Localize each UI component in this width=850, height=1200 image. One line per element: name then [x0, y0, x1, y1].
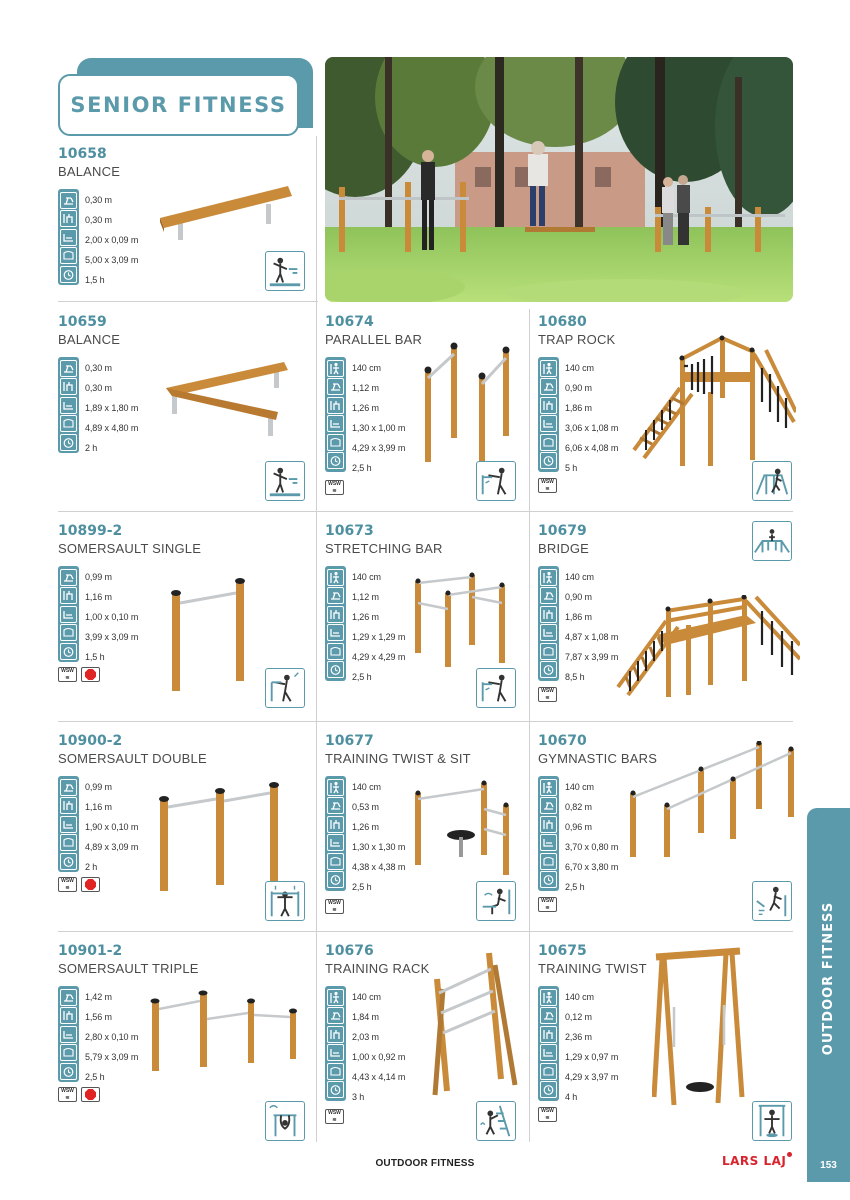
- row-divider: [58, 721, 793, 722]
- installation-time-icon: [60, 643, 77, 660]
- safety-area-icon: [327, 1063, 344, 1080]
- free-height-value: 0,30 m: [85, 215, 112, 225]
- user-height-icon: [540, 360, 557, 377]
- installation-time-value: 2 h: [85, 443, 98, 453]
- certification-badges: [325, 480, 344, 495]
- free-height-icon: [60, 378, 77, 395]
- somersault-triple-image: [148, 987, 304, 1073]
- bridge-pictogram: [752, 521, 792, 561]
- spec-values: [352, 567, 405, 687]
- fall-height-icon: [60, 779, 77, 796]
- dimensions-value: 2,00 x 0,09 m: [85, 235, 139, 245]
- footer-section-title: OUTDOOR FITNESS: [375, 1158, 475, 1169]
- installation-time-value: 1,5 h: [85, 652, 105, 662]
- free-height-value: 1,26 m: [352, 403, 379, 413]
- certification-badges: [538, 687, 557, 702]
- balance-pictogram: [265, 251, 305, 291]
- product-name: PARALLEL BAR: [325, 332, 423, 347]
- dimensions-icon: [327, 415, 344, 432]
- installation-time-icon: [327, 661, 344, 678]
- safety-area-value: 4,29 x 4,29 m: [352, 652, 406, 662]
- product-name: SOMERSAULT TRIPLE: [58, 961, 199, 976]
- user-height-icon: [327, 779, 344, 796]
- safety-area-icon: [60, 1044, 77, 1061]
- installation-time-value: 8,5 h: [565, 672, 585, 682]
- fall-height-value: 0,90 m: [565, 383, 592, 393]
- balance-beam-image: [158, 182, 298, 246]
- spec-values: [565, 358, 618, 478]
- product-code: 10670: [538, 733, 587, 749]
- safety-area-value: 3,99 x 3,09 m: [85, 632, 139, 642]
- somersault-double-image: [156, 781, 286, 893]
- wsw-badge: WSW ≋: [58, 877, 77, 892]
- safety-area-icon: [540, 434, 557, 451]
- dimensions-icon: [60, 1026, 77, 1043]
- product-card-10679: [538, 523, 796, 713]
- stop-octagon-icon: [81, 877, 100, 892]
- safety-area-value: 4,29 x 3,97 m: [565, 1072, 619, 1082]
- installation-time-icon: [540, 871, 557, 888]
- dimensions-icon: [540, 834, 557, 851]
- installation-time-value: 2,5 h: [352, 882, 372, 892]
- fall-height-icon: [327, 1007, 344, 1024]
- side-tab-label-wrap: [807, 808, 850, 1148]
- product-name: TRAP ROCK: [538, 332, 616, 347]
- brand-logo-dot: [787, 1152, 792, 1157]
- installation-time-value: 2,5 h: [565, 882, 585, 892]
- spec-icon-column: [538, 776, 559, 891]
- fall-height-value: 1,12 m: [352, 592, 379, 602]
- free-height-icon: [540, 816, 557, 833]
- stretching-bar-image: [411, 569, 515, 673]
- fall-height-value: 0,12 m: [565, 1012, 592, 1022]
- product-name: BALANCE: [58, 332, 121, 347]
- user-height-value: 140 cm: [565, 782, 594, 792]
- dimensions-value: 4,87 x 1,08 m: [565, 632, 619, 642]
- somersault-single-image: [168, 575, 252, 693]
- product-code: 10674: [325, 314, 374, 330]
- wsw-badge: WSW ≋: [325, 1109, 344, 1124]
- safety-area-value: 4,89 x 4,80 m: [85, 423, 139, 433]
- user-height-value: 140 cm: [352, 363, 381, 373]
- stretch-pictogram: [476, 461, 516, 501]
- spec-icon-column: [325, 357, 346, 472]
- spec-values: [565, 777, 618, 897]
- spec-values: [565, 987, 618, 1107]
- certification-badges: [538, 897, 557, 912]
- hero-photo: [325, 57, 793, 302]
- product-name: SOMERSAULT SINGLE: [58, 541, 202, 556]
- installation-time-value: 1,5 h: [85, 275, 105, 285]
- safety-area-value: 4,38 x 4,38 m: [352, 862, 406, 872]
- product-card-10900-2: [58, 733, 313, 923]
- free-height-value: 2,03 m: [352, 1032, 379, 1042]
- certification-badges: [325, 899, 344, 914]
- training-twist-sit-image: [411, 779, 515, 879]
- brand-logo: LARS LAJ: [722, 1154, 787, 1168]
- fall-height-icon: [540, 1007, 557, 1024]
- product-name: TRAINING TWIST & SIT: [325, 751, 471, 766]
- safety-area-value: 4,29 x 3,99 m: [352, 443, 406, 453]
- wsw-badge: WSW ≋: [538, 897, 557, 912]
- product-code: 10899-2: [58, 523, 123, 539]
- fall-height-icon: [60, 569, 77, 586]
- spec-values: [85, 190, 138, 290]
- product-card-10674: [325, 314, 525, 504]
- wsw-badge: WSW ≋: [325, 480, 344, 495]
- spec-values: [565, 567, 618, 687]
- free-height-icon: [60, 210, 77, 227]
- spec-icon-column: [538, 566, 559, 681]
- free-height-icon: [327, 397, 344, 414]
- dimensions-icon: [540, 624, 557, 641]
- installation-time-value: 2,5 h: [85, 1072, 105, 1082]
- installation-time-icon: [60, 434, 77, 451]
- fall-height-icon: [60, 989, 77, 1006]
- dimensions-icon: [60, 606, 77, 623]
- user-height-icon: [540, 569, 557, 586]
- free-height-value: 2,36 m: [565, 1032, 592, 1042]
- lift-pictogram: [265, 881, 305, 921]
- safety-area-icon: [60, 834, 77, 851]
- fall-height-icon: [540, 378, 557, 395]
- fall-height-value: 0,82 m: [565, 802, 592, 812]
- product-name: SOMERSAULT DOUBLE: [58, 751, 207, 766]
- dimensions-value: 3,70 x 0,80 m: [565, 842, 619, 852]
- dimensions-value: 2,80 x 0,10 m: [85, 1032, 139, 1042]
- training-rack-image: [429, 949, 523, 1097]
- installation-time-value: 4 h: [565, 1092, 578, 1102]
- sit-pictogram: [476, 881, 516, 921]
- ladder-pictogram: [476, 1101, 516, 1141]
- dimensions-icon: [60, 397, 77, 414]
- wsw-badge: WSW ≋: [538, 687, 557, 702]
- spec-values: [85, 987, 138, 1087]
- installation-time-value: 2,5 h: [352, 672, 372, 682]
- safety-area-value: 6,70 x 3,80 m: [565, 862, 619, 872]
- safety-area-value: 6,06 x 4,08 m: [565, 443, 619, 453]
- wsw-badge: WSW ≋: [538, 478, 557, 493]
- safety-area-value: 5,00 x 3,09 m: [85, 255, 139, 265]
- side-tab-label: OUTDOOR FITNESS: [821, 901, 836, 1055]
- product-card-10677: [325, 733, 525, 923]
- free-height-value: 0,96 m: [565, 822, 592, 832]
- product-name: STRETCHING BAR: [325, 541, 443, 556]
- spec-icon-column: [538, 357, 559, 472]
- header-box: [58, 74, 299, 136]
- dimensions-value: 1,29 x 0,97 m: [565, 1052, 619, 1062]
- installation-time-icon: [327, 452, 344, 469]
- free-height-icon: [327, 606, 344, 623]
- installation-time-icon: [540, 452, 557, 469]
- installation-time-icon: [327, 871, 344, 888]
- spec-icon-column: [325, 986, 346, 1101]
- dimensions-icon: [60, 229, 77, 246]
- product-name: BALANCE: [58, 164, 121, 179]
- safety-area-icon: [540, 853, 557, 870]
- user-height-icon: [327, 989, 344, 1006]
- fall-height-icon: [327, 587, 344, 604]
- spec-values: [85, 358, 138, 458]
- dimensions-icon: [327, 1044, 344, 1061]
- free-height-value: 1,86 m: [565, 403, 592, 413]
- column-divider: [529, 309, 530, 1142]
- spec-icon-column: [58, 776, 79, 872]
- row-divider: [58, 511, 793, 512]
- fall-height-icon: [327, 797, 344, 814]
- user-height-value: 140 cm: [565, 572, 594, 582]
- page-number: 153: [820, 1159, 837, 1171]
- product-code: 10676: [325, 943, 374, 959]
- product-code: 10673: [325, 523, 374, 539]
- product-card-10676: [325, 943, 525, 1143]
- fall-height-value: 0,90 m: [565, 592, 592, 602]
- fall-height-value: 0,53 m: [352, 802, 379, 812]
- free-height-icon: [60, 1007, 77, 1024]
- free-height-value: 1,56 m: [85, 1012, 112, 1022]
- stop-octagon-icon: [81, 667, 100, 682]
- product-card-10899-2: [58, 523, 313, 713]
- spec-values: [85, 567, 138, 667]
- spec-icon-column: [538, 986, 559, 1101]
- gymnastic-bars-image: [626, 741, 798, 859]
- fall-height-value: 1,42 m: [85, 992, 112, 1002]
- dimensions-icon: [60, 816, 77, 833]
- spec-icon-column: [325, 566, 346, 681]
- product-code: 10677: [325, 733, 374, 749]
- installation-time-icon: [60, 853, 77, 870]
- stretch-pictogram: [476, 668, 516, 708]
- user-height-value: 140 cm: [352, 572, 381, 582]
- wsw-badge: WSW ≋: [58, 1087, 77, 1102]
- spec-icon-column: [58, 357, 79, 453]
- fall-height-icon: [540, 797, 557, 814]
- dimensions-value: 1,29 x 1,29 m: [352, 632, 406, 642]
- dimensions-icon: [327, 834, 344, 851]
- free-height-icon: [540, 606, 557, 623]
- twist-pictogram: [752, 1101, 792, 1141]
- free-height-value: 1,86 m: [565, 612, 592, 622]
- spec-icon-column: [58, 189, 79, 285]
- certification-badges: [58, 1087, 100, 1102]
- free-height-value: 0,30 m: [85, 383, 112, 393]
- free-height-icon: [327, 816, 344, 833]
- user-height-value: 140 cm: [565, 363, 594, 373]
- user-height-icon: [327, 569, 344, 586]
- spec-values: [85, 777, 138, 877]
- dimensions-icon: [540, 1044, 557, 1061]
- safety-area-value: 7,87 x 3,99 m: [565, 652, 619, 662]
- installation-time-value: 2,5 h: [352, 463, 372, 473]
- spec-values: [352, 358, 405, 478]
- dimensions-value: 1,30 x 1,00 m: [352, 423, 406, 433]
- product-code: 10659: [58, 314, 107, 330]
- parallel-bar-image: [417, 340, 517, 464]
- fall-height-icon: [327, 378, 344, 395]
- wsw-badge: WSW ≋: [538, 1107, 557, 1122]
- safety-area-icon: [327, 643, 344, 660]
- product-card-10670: [538, 733, 796, 923]
- step-pictogram: [752, 881, 792, 921]
- product-code: 10679: [538, 523, 587, 539]
- fall-height-value: 0,99 m: [85, 572, 112, 582]
- free-height-value: 1,26 m: [352, 822, 379, 832]
- angled-balance-beam-image: [164, 358, 294, 438]
- park-scene-illustration: [325, 57, 793, 302]
- user-height-value: 140 cm: [565, 992, 594, 1002]
- product-name: BRIDGE: [538, 541, 590, 556]
- row-divider: [58, 301, 318, 302]
- fall-height-icon: [60, 192, 77, 209]
- dimensions-icon: [540, 415, 557, 432]
- product-card-10675: [538, 943, 796, 1143]
- product-name: TRAINING TWIST: [538, 961, 647, 976]
- spec-values: [352, 987, 405, 1107]
- product-code: 10900-2: [58, 733, 123, 749]
- stretch-pictogram: [265, 668, 305, 708]
- training-twist-frame-image: [652, 947, 746, 1109]
- spec-values: [352, 777, 405, 897]
- safety-area-value: 4,89 x 3,09 m: [85, 842, 139, 852]
- free-height-icon: [60, 587, 77, 604]
- spec-icon-column: [58, 566, 79, 662]
- row-divider: [58, 931, 793, 932]
- product-code: 10680: [538, 314, 587, 330]
- product-card-10673: [325, 523, 525, 713]
- bridge-image: [616, 595, 800, 701]
- free-height-value: 1,16 m: [85, 802, 112, 812]
- dimensions-value: 1,00 x 0,10 m: [85, 612, 139, 622]
- free-height-icon: [327, 1026, 344, 1043]
- product-card-10680: [538, 314, 796, 504]
- stop-octagon-icon: [81, 1087, 100, 1102]
- dimensions-value: 1,30 x 1,30 m: [352, 842, 406, 852]
- dimensions-value: 1,00 x 0,92 m: [352, 1052, 406, 1062]
- trap-rock-climber-image: [632, 332, 796, 466]
- dimensions-value: 1,89 x 1,80 m: [85, 403, 139, 413]
- installation-time-icon: [327, 1081, 344, 1098]
- installation-time-icon: [540, 661, 557, 678]
- balance-pictogram: [265, 461, 305, 501]
- installation-time-icon: [540, 1081, 557, 1098]
- free-height-icon: [540, 397, 557, 414]
- user-height-icon: [540, 989, 557, 1006]
- installation-time-value: 5 h: [565, 463, 578, 473]
- certification-badges: [58, 667, 100, 682]
- free-height-value: 1,26 m: [352, 612, 379, 622]
- roll-pictogram: [265, 1101, 305, 1141]
- wsw-badge: WSW ≋: [58, 667, 77, 682]
- safety-area-value: 4,43 x 4,14 m: [352, 1072, 406, 1082]
- safety-area-icon: [60, 624, 77, 641]
- safety-area-icon: [60, 247, 77, 264]
- installation-time-value: 2 h: [85, 862, 98, 872]
- certification-badges: [538, 478, 557, 493]
- product-code: 10901-2: [58, 943, 123, 959]
- safety-area-icon: [327, 434, 344, 451]
- spec-icon-column: [325, 776, 346, 891]
- installation-time-icon: [60, 266, 77, 283]
- wsw-badge: WSW ≋: [325, 899, 344, 914]
- free-height-icon: [60, 797, 77, 814]
- product-card-10658: [58, 146, 313, 296]
- free-height-value: 1,16 m: [85, 592, 112, 602]
- product-code: 10675: [538, 943, 587, 959]
- certification-badges: [538, 1107, 557, 1122]
- product-name: GYMNASTIC BARS: [538, 751, 658, 766]
- climb-pictogram: [752, 461, 792, 501]
- product-card-10901-2: [58, 943, 313, 1143]
- fall-height-value: 0,99 m: [85, 782, 112, 792]
- column-divider: [316, 136, 317, 1142]
- product-card-10659: [58, 314, 313, 504]
- free-height-icon: [540, 1026, 557, 1043]
- dimensions-value: 1,90 x 0,10 m: [85, 822, 139, 832]
- page-title: SENIOR FITNESS: [70, 93, 287, 117]
- safety-area-icon: [540, 1063, 557, 1080]
- dimensions-value: 3,06 x 1,08 m: [565, 423, 619, 433]
- safety-area-icon: [540, 643, 557, 660]
- fall-height-value: 1,84 m: [352, 1012, 379, 1022]
- fall-height-value: 0,30 m: [85, 195, 112, 205]
- safety-area-icon: [60, 415, 77, 432]
- dimensions-icon: [327, 624, 344, 641]
- user-height-icon: [540, 779, 557, 796]
- user-height-icon: [327, 360, 344, 377]
- installation-time-value: 3 h: [352, 1092, 365, 1102]
- fall-height-value: 1,12 m: [352, 383, 379, 393]
- user-height-value: 140 cm: [352, 782, 381, 792]
- certification-badges: [58, 877, 100, 892]
- fall-height-icon: [60, 360, 77, 377]
- fall-height-icon: [540, 587, 557, 604]
- product-name: TRAINING RACK: [325, 961, 430, 976]
- fall-height-value: 0,30 m: [85, 363, 112, 373]
- safety-area-icon: [327, 853, 344, 870]
- user-height-value: 140 cm: [352, 992, 381, 1002]
- certification-badges: [325, 1109, 344, 1124]
- product-code: 10658: [58, 146, 107, 162]
- safety-area-value: 5,79 x 3,09 m: [85, 1052, 139, 1062]
- spec-icon-column: [58, 986, 79, 1082]
- installation-time-icon: [60, 1063, 77, 1080]
